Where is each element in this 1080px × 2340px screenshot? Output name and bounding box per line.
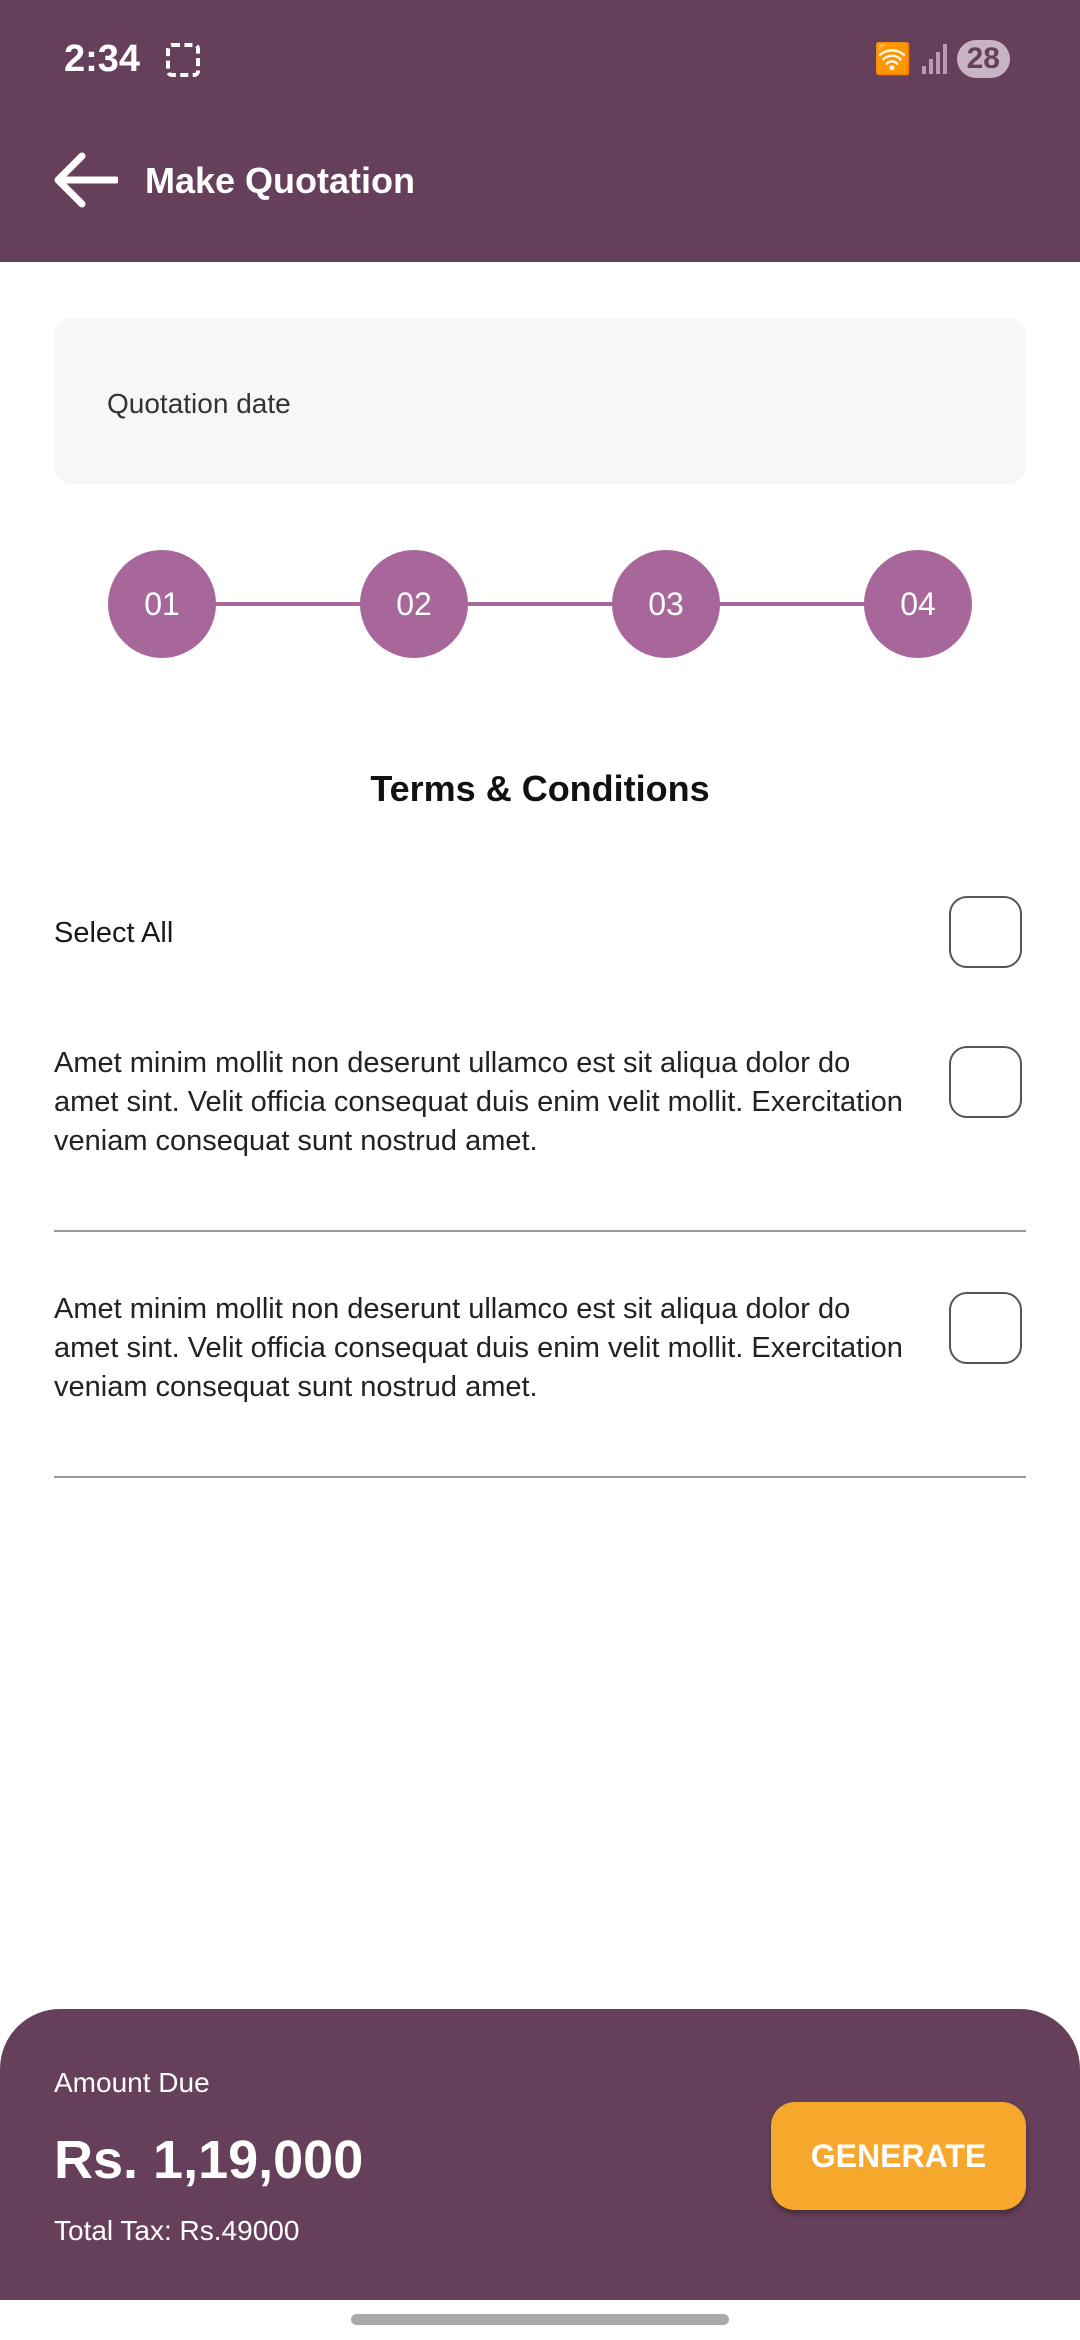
stepper-line (162, 602, 918, 606)
amount-due-label: Amount Due (54, 2067, 210, 2098)
generate-button[interactable]: GENERATE (771, 2102, 1026, 2210)
app-header (0, 0, 1080, 262)
divider (54, 1230, 1026, 1232)
back-arrow-icon[interactable] (52, 150, 118, 210)
select-all-label: Select All (54, 917, 174, 949)
signal-icon (922, 44, 947, 74)
date-placeholder: Quotation date (107, 388, 291, 419)
term-text: Amet minim mollit non deserunt ullamco est sit aliqua dolor do amet sint. Velit officia consequat duis enim velit mollit. Exercitation veniam consequat sunt nostrud amet. (54, 1293, 903, 1403)
page-title: Make Quotation (145, 160, 416, 201)
amount-panel (0, 2009, 1080, 2300)
total-tax: Total Tax: Rs.49000 (54, 2215, 300, 2246)
divider (54, 1476, 1026, 1478)
status-time: 2:34 (64, 38, 141, 80)
home-indicator[interactable] (351, 2314, 729, 2325)
select-all-checkbox[interactable] (949, 896, 1022, 968)
quotation-date-field[interactable] (54, 318, 1026, 484)
term-text: Amet minim mollit non deserunt ullamco est sit aliqua dolor do amet sint. Velit officia consequat duis enim velit mollit. Exercitation veniam consequat sunt nostrud amet. (54, 1047, 903, 1157)
amount-due-value: Rs. 1,19,000 (54, 2130, 364, 2190)
step-2[interactable]: 02 (360, 550, 468, 658)
status-icons (874, 40, 1010, 78)
wifi-icon: 🛜 (874, 42, 912, 76)
step-1[interactable]: 01 (108, 550, 216, 658)
battery-indicator: 28 (957, 40, 1010, 78)
stepper (108, 550, 972, 658)
screenshot-icon (166, 43, 200, 77)
term-checkbox[interactable] (949, 1292, 1022, 1364)
term-checkbox[interactable] (949, 1046, 1022, 1118)
step-4[interactable]: 04 (864, 550, 972, 658)
step-3[interactable]: 03 (612, 550, 720, 658)
section-title: Terms & Conditions (370, 768, 710, 809)
